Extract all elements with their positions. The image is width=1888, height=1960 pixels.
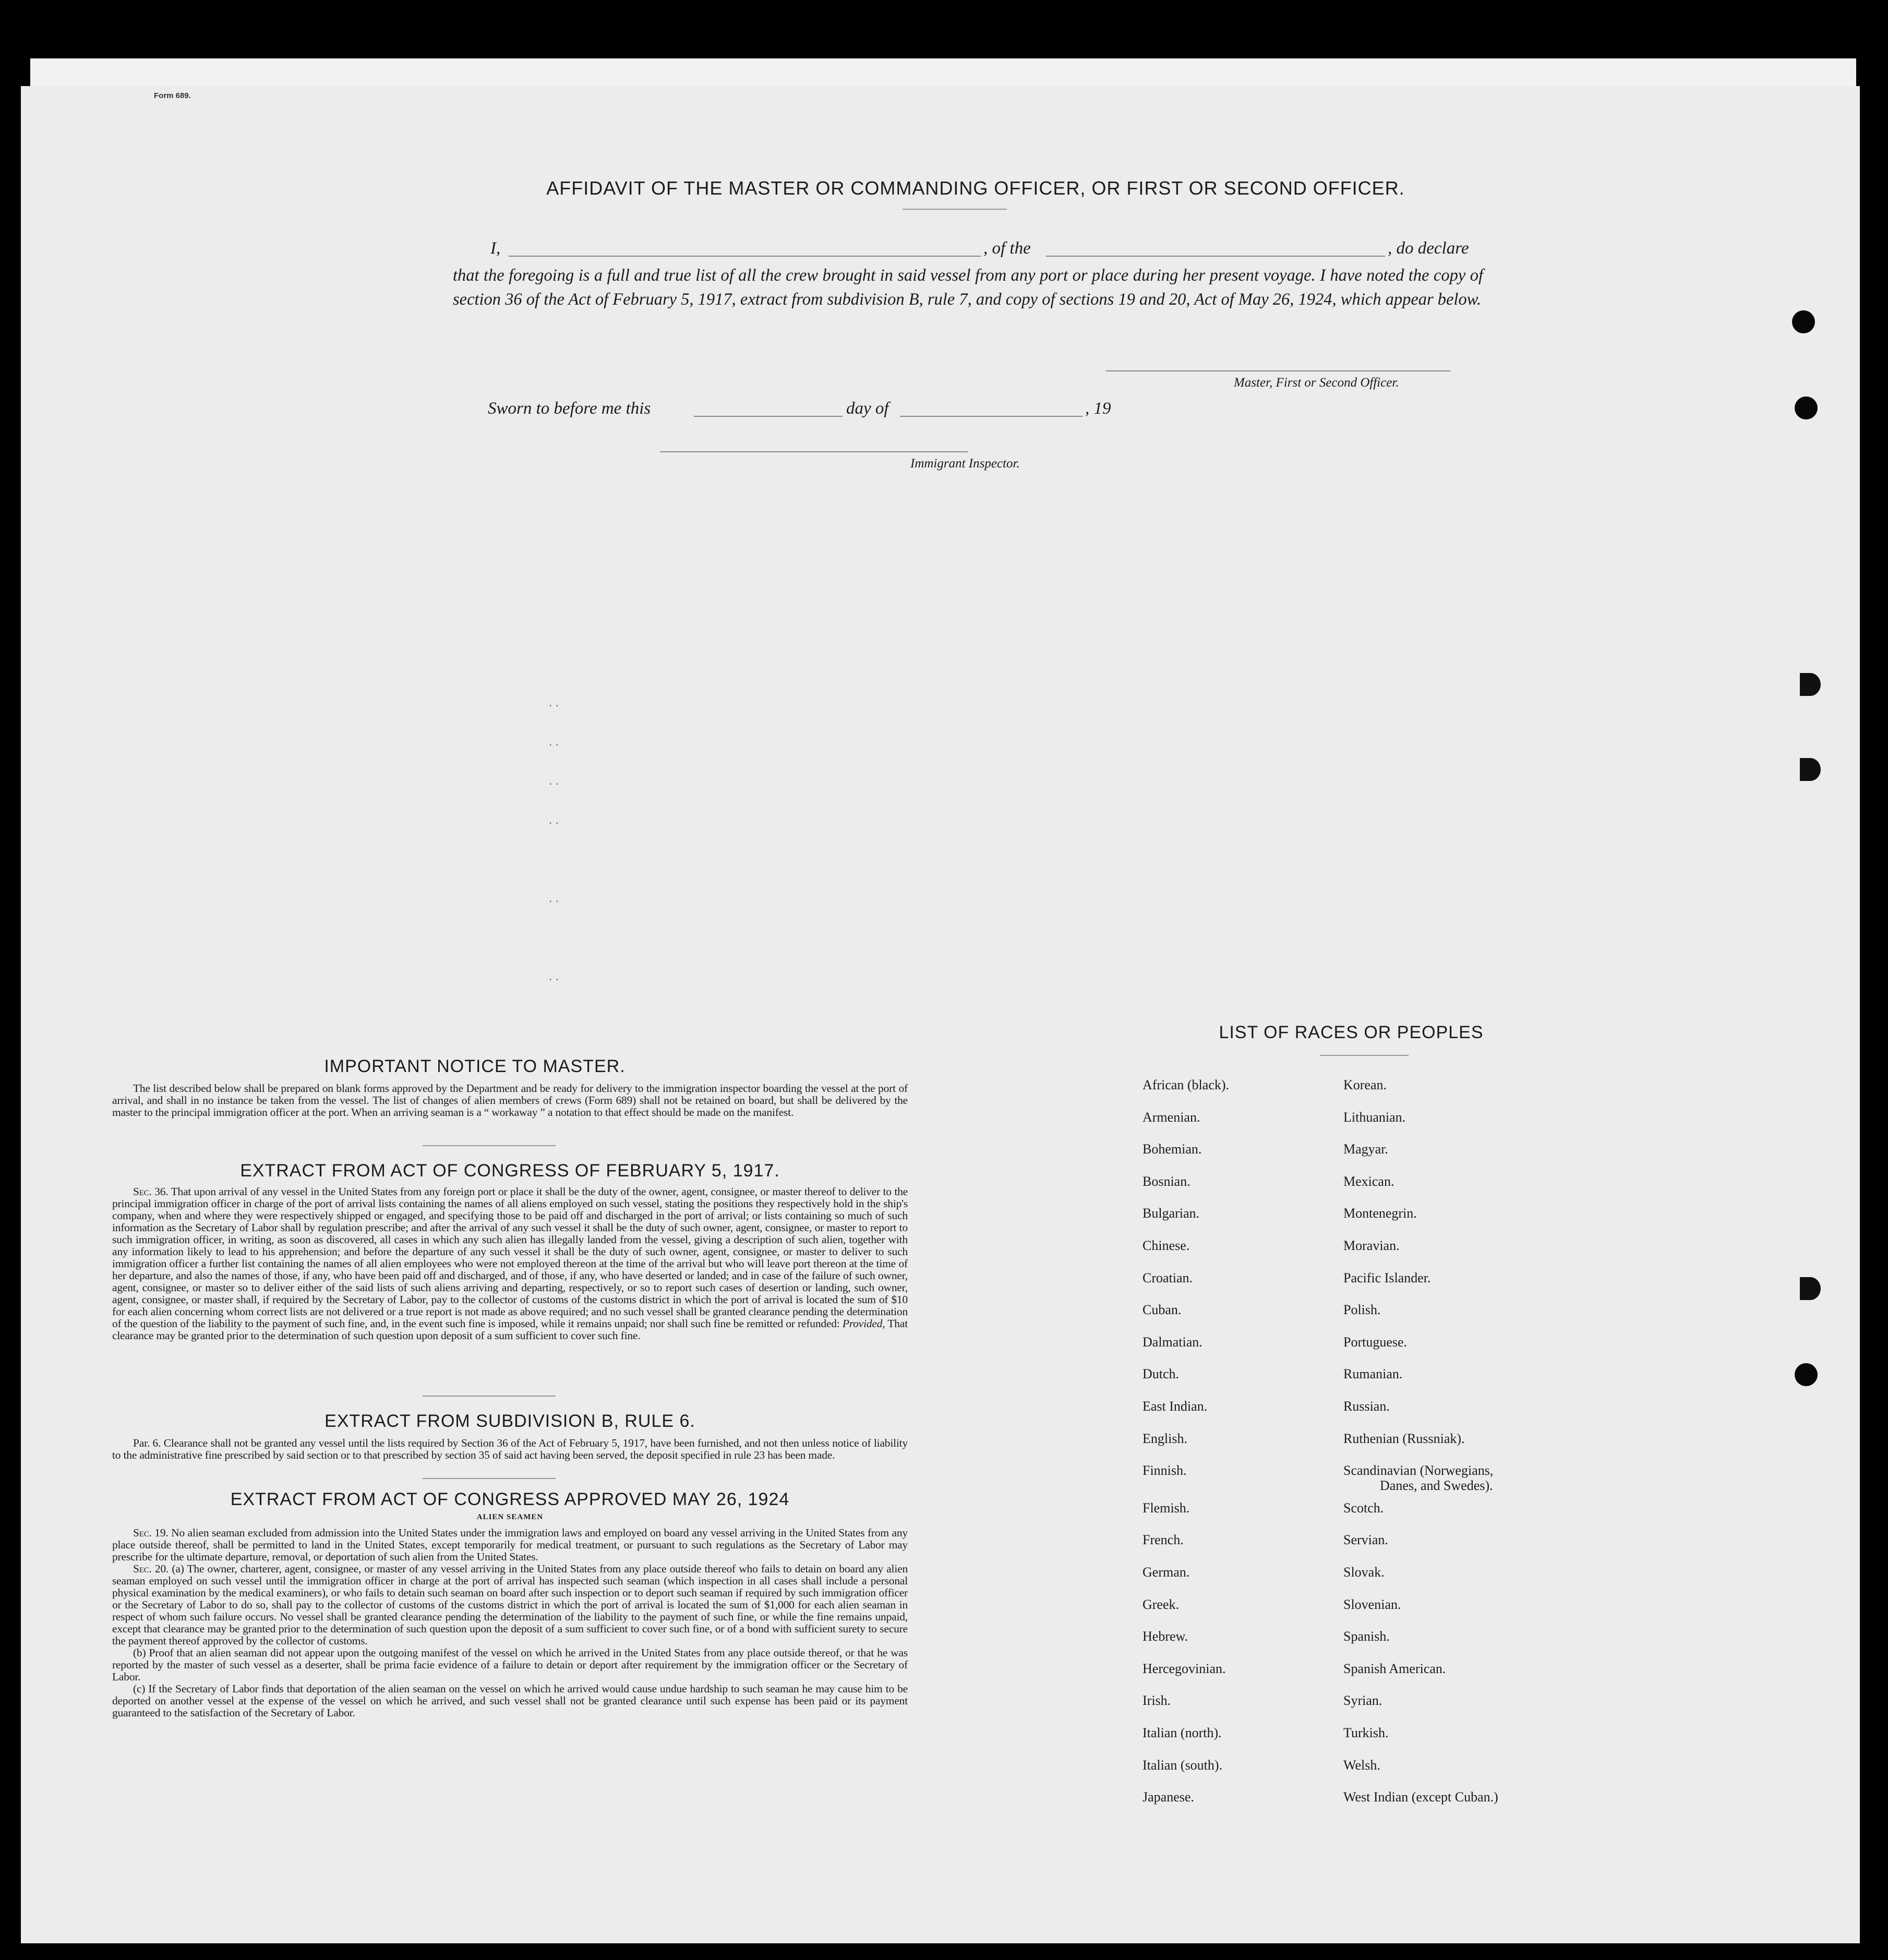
race-item: Spanish American. [1343, 1661, 1446, 1676]
par6-label: Par. 6. [133, 1437, 161, 1449]
declarant-prefix: I, [490, 239, 501, 258]
race-item: Magyar. [1343, 1141, 1388, 1157]
race-item: Moravian. [1343, 1238, 1400, 1253]
races-rule [1320, 1055, 1409, 1056]
race-item: Lithuanian. [1343, 1109, 1406, 1125]
race-item: English. [1143, 1430, 1187, 1446]
title-rule [903, 209, 1007, 210]
stray-mark: . . [549, 696, 559, 709]
stray-mark: . . [549, 775, 559, 787]
form-number: Form 689. [154, 91, 191, 100]
race-item: Bulgarian. [1143, 1206, 1200, 1221]
declarant-name-field[interactable] [509, 256, 981, 257]
officer-signature-field[interactable] [1106, 370, 1450, 371]
sec20a-paragraph [112, 1563, 908, 1647]
extract-1924-title: EXTRACT FROM ACT OF CONGRESS APPROVED MAY 26, 1924 [230, 1489, 790, 1509]
sec36-label: Sec. 36. [133, 1185, 169, 1198]
race-item: Rumanian. [1343, 1366, 1403, 1382]
sec36-body: That upon arrival of any vessel in the United States from any foreign port or place it shall be the duty of the owner, agent, consignee, or master thereof to deliver to the principal immigration officer in charge of the port of arrival lists containing the names of all aliens employed on such vessel, stating the positions they respectively hold in the ship's company, when and where they were respectively shipped or engaged, and specifying those to be paid off and discharged in the port of arrival; or lists containing so much of such information as the Secretary of Labor shall by regulation prescribe; and after the arrival of any such vessel it shall be the duty of such owner, agent, consignee, or master to report to such immigration officer, in writing, as soon as discovered, all cases in which any such alien has illegally landed from the vessel, giving a description of such alien, together with any information likely to lead to his apprehension; and before the departure of any such vessel it shall be the duty of such owner, agent, consignee, or master to deliver to such immigration officer a further list containing the names of all alien employees who were not employed thereon at the time of the arrival but who will leave port thereon at the time of her departure, and also the names of those, if any, who have been paid off and discharged, and of those, if any, who have deserted or landed; and in case of the failure of such owner, agent, consignee, or master so to deliver either of the said lists of such aliens arriving and departing, respectively, or so to report such cases of desertion or landing, such owner, agent, consignee, or master shall, if required by the Secretary of Labor, pay to the collector of customs of the customs district in which the port of arrival is located the sum of $10 for each alien concerning whom correct lists are not delivered or a true report is not made as above required; and no such vessel shall be granted clearance pending the determination of the question of the liability to the payment of such fine, and, in the event such fine is imposed, while it remains unpaid; nor shall such fine be remitted or refunded: [112, 1185, 908, 1330]
race-item: German. [1143, 1565, 1190, 1580]
race-item: Japanese. [1143, 1789, 1194, 1805]
punch-hole [1792, 310, 1815, 333]
race-item: Italian (south). [1143, 1757, 1223, 1773]
race-item: Servian. [1343, 1532, 1388, 1548]
race-item: Mexican. [1343, 1173, 1394, 1189]
sec19-body: No alien seaman excluded from admission into the United States under the immigration laws and employed on board any vessel arriving in the United States from any place outside thereof, shall be permitted to land in the United States, except temporarily for medical treatment, or pursuant to such regulations as the Secretary of Labor may prescribe for the ultimate departure, removal, or deportation of such alien from the United States. [112, 1526, 908, 1563]
do-declare: , do declare [1388, 239, 1469, 258]
alien-seamen-subtitle: ALIEN SEAMEN [476, 1513, 544, 1521]
sworn-prefix: Sworn to before me this [488, 399, 651, 418]
race-item: Hebrew. [1143, 1629, 1188, 1644]
race-item: Scotch. [1343, 1500, 1384, 1516]
races-title: LIST OF RACES OR PEOPLES [1219, 1023, 1484, 1042]
vessel-name-field[interactable] [1046, 256, 1385, 257]
punch-hole [1800, 673, 1821, 696]
declarant-of-the: , of the [983, 239, 1031, 258]
race-item: Montenegrin. [1343, 1206, 1417, 1221]
race-item: Welsh. [1343, 1757, 1380, 1773]
punch-hole [1800, 1277, 1821, 1300]
race-item: Slovenian. [1343, 1596, 1401, 1612]
par6-body: Clearance shall not be granted any vessel until the lists required by Section 36 of the Act of February 5, 1917, have been furnished, and not then unless notice of liability to the administrative fine prescribed by said section or to that prescribed by section 35 of said act having been served, the deposit specified in rule 23 has been made. [112, 1437, 908, 1461]
race-scandinavian-continued: Danes, and Swedes). [1380, 1478, 1493, 1493]
race-item: Russian. [1343, 1399, 1390, 1414]
notice-rule [423, 1145, 556, 1146]
race-item: Syrian. [1343, 1693, 1382, 1709]
sec20a-body: (a) The owner, charterer, agent, consignee, or master of any vessel arriving in the United States from any place outside thereof who fails to detain on board any alien seaman employed on such vessel until the immigration officer in charge at the port of arrival has inspected such seaman (which inspection in all cases shall include a personal physical examination by the medical examiners), or who fails to detain such seaman on board after such inspection or to deport such seaman if required by such immigration officer or the Secretary of Labor to do so, shall pay to the collector of customs of the customs district in which the port of arrival is located the sum of $1,000 for each alien seaman in respect of whom such failure occurs. No vessel shall be granted clearance pending the determination of the liability to the payment of such fine, or while the fine remains unpaid, except that clearance may be granted prior to the determination of such question upon the deposit of a sum sufficient to cover such fine, or of a bond with sufficient surety to secure the payment thereof approved by the collector of customs. [112, 1562, 908, 1647]
race-item: Greek. [1143, 1596, 1180, 1612]
sec20b-paragraph: (b) Proof that an alien seaman did not appear upon the outgoing manifest of the vessel on which he arrived in the United States from any place outside thereof, or that he was reported by the master of such vessel as a deserter, shall be prima facie evidence of a failure to detain or deport after requirement by the immigration officer or the Secretary of Labor. [112, 1646, 908, 1683]
document-page [21, 86, 1860, 1943]
race-item: Cuban. [1143, 1302, 1182, 1318]
extract-rule-text [112, 1437, 908, 1461]
race-item: Hercegovinian. [1143, 1661, 1226, 1676]
stray-mark: . . [549, 736, 559, 748]
sec19-label: Sec. 19. [133, 1526, 169, 1539]
sworn-day-of: day of [846, 399, 889, 418]
race-item: Italian (north). [1143, 1725, 1222, 1740]
sworn-month-field[interactable] [900, 416, 1083, 417]
race-item: Dutch. [1143, 1366, 1180, 1382]
race-item: Dalmatian. [1143, 1334, 1202, 1350]
affidavit-title: AFFIDAVIT OF THE MASTER OR COMMANDING OFFICER, OR FIRST OR SECOND OFFICER. [546, 177, 1405, 199]
notice-title: IMPORTANT NOTICE TO MASTER. [324, 1056, 626, 1076]
race-item: Turkish. [1343, 1725, 1389, 1740]
punch-hole [1800, 758, 1821, 781]
extract-1917-text [112, 1186, 908, 1342]
race-item: Spanish. [1343, 1629, 1390, 1644]
inspector-signature-field[interactable] [660, 451, 968, 452]
extract-1917-rule [423, 1396, 556, 1397]
race-item: West Indian (except Cuban.) [1343, 1789, 1498, 1805]
race-item: Slovak. [1343, 1565, 1385, 1580]
affidavit-body: that the foregoing is a full and true list of all the crew brought in said vessel from any port or place during her present voyage. I have noted the copy of section 36 of the Act of February 5, 1917, extract from subdivision B, rule 7, and copy of sections 19 and 20, Act of May 26, 1924, which appear below. [453, 266, 1483, 309]
officer-label: Master, First or Second Officer. [1234, 376, 1399, 390]
sec20c-paragraph: (c) If the Secretary of Labor finds that deportation of the alien seaman on the vessel on which he arrived would cause undue hardship to such seaman he may cause him to be deported on another vessel at the expense of the vessel on which he arrived, and such vessel shall not be granted clearance until such expense has been paid or its payment guaranteed to the satisfaction of the Secretary of Labor. [112, 1682, 908, 1719]
proviso-label: Provided, [842, 1317, 885, 1330]
race-item: Bohemian. [1143, 1141, 1202, 1157]
extract-1917-title: EXTRACT FROM ACT OF CONGRESS OF FEBRUARY 5, 1917. [240, 1161, 780, 1181]
sworn-day-field[interactable] [694, 416, 843, 417]
stray-mark: . . [549, 892, 559, 905]
sworn-year: , 19 [1085, 399, 1111, 418]
race-item: Armenian. [1143, 1109, 1200, 1125]
race-item: East Indian. [1143, 1399, 1208, 1414]
race-item: Finnish. [1143, 1463, 1187, 1478]
inspector-label: Immigrant Inspector. [910, 456, 1020, 471]
race-item: Flemish. [1143, 1500, 1190, 1516]
extract-rule-rule [423, 1478, 556, 1479]
stray-mark: . . [549, 814, 559, 826]
sec19-paragraph [112, 1527, 908, 1563]
proviso-text: That clearance may be granted prior to the determination of such question upon deposit of a sum sufficient to cover such fine. [112, 1317, 908, 1342]
race-item: Croatian. [1143, 1270, 1193, 1285]
extract-1924-text [112, 1527, 908, 1719]
race-item: Pacific Islander. [1343, 1270, 1431, 1285]
punch-hole [1795, 1363, 1818, 1386]
race-item: Portuguese. [1343, 1334, 1408, 1350]
race-item: Chinese. [1143, 1238, 1190, 1253]
sec20-label: Sec. 20. [133, 1562, 169, 1575]
race-item: Irish. [1143, 1693, 1171, 1709]
extract-rule-title: EXTRACT FROM SUBDIVISION B, RULE 6. [324, 1411, 695, 1431]
notice-text: The list described below shall be prepared on blank forms approved by the Department and be ready for delivery to the immigration inspector boarding the vessel at the port of arrival, and shall in no instance be taken from the vessel. The list of changes of alien members of crews (Form 689) shall not be retained on board, but shall be delivered by the master to the principal immigration officer at the port. When an arriving seaman is a “ workaway ” a notation to that effect should be made on the manifest. [112, 1082, 908, 1119]
stray-mark: . . [549, 970, 559, 983]
punch-hole [1795, 396, 1818, 419]
race-item: Polish. [1343, 1302, 1381, 1318]
race-item: Scandinavian (Norwegians, [1343, 1463, 1494, 1478]
race-item: African (black). [1143, 1077, 1230, 1092]
race-item: French. [1143, 1532, 1184, 1548]
race-item: Korean. [1343, 1077, 1387, 1092]
race-item: Ruthenian (Russniak). [1343, 1430, 1465, 1446]
race-item: Bosnian. [1143, 1173, 1190, 1189]
